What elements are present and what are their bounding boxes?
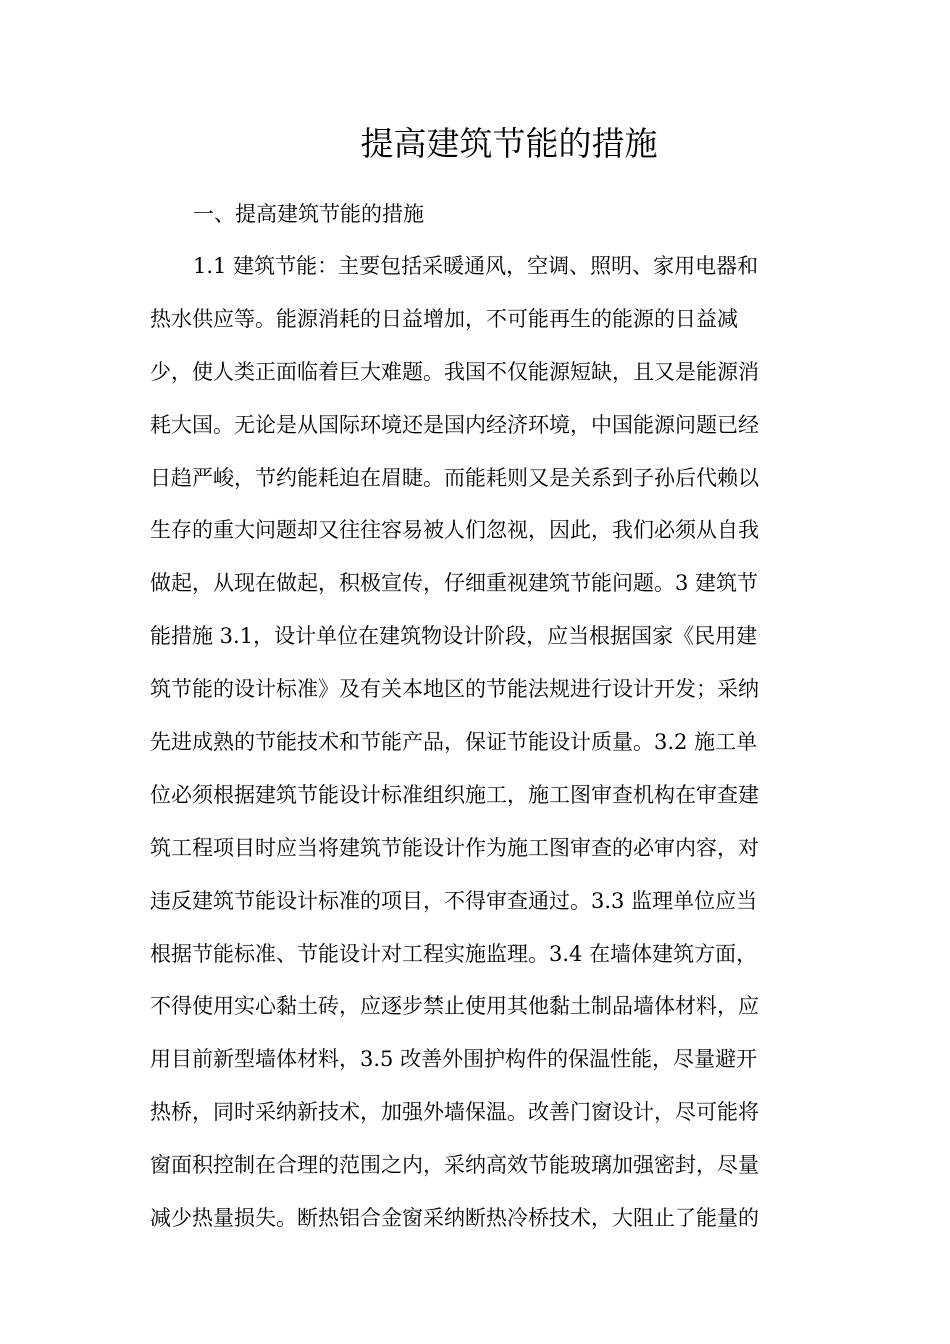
paragraph-line: 根据节能标准、节能设计对工程实施监理。3.4 在墙体建筑方面， [150,941,758,966]
paragraph-line: 耗大国。无论是从国际环境还是国内经济环境，中国能源问题已经 [150,412,759,437]
paragraph-line: 减少热量损失。断热铝合金窗采纳断热冷桥技术，大阻止了能量的 [150,1206,759,1231]
paragraph-line: 热水供应等。能源消耗的日益增加，不可能再生的能源的日益减 [150,306,738,331]
paragraph-line: 热桥，同时采纳新技术，加强外墙保温。改善门窗设计，尽可能将 [150,1100,759,1125]
body-paragraph [150,250,800,1255]
paragraph-line: 违反建筑节能设计标准的项目，不得审查通过。3.3 监理单位应当 [150,888,758,913]
paragraph-line: 用目前新型墙体材料，3.5 改善外围护构件的保温性能，尽量避开 [150,1047,758,1072]
paragraph-line: 不得使用实心黏土砖，应逐步禁止使用其他黏土制品墙体材料，应 [150,994,759,1019]
paragraph-line: 筑节能的设计标准》及有关本地区的节能法规进行设计开发；采纳 [150,677,759,702]
paragraph-line: 1.1 建筑节能：主要包括采暖通风，空调、照明、家用电器和 [193,254,759,278]
paragraph-line: 少，使人类正面临着巨大难题。我国不仅能源短缺，且又是能源消 [150,359,759,384]
paragraph-line: 生存的重大问题却又往往容易被人们忽视，因此，我们必须从自我 [150,518,759,543]
document-title: 提高建筑节能的措施 [360,124,658,163]
paragraph-line: 位必须根据建筑节能设计标准组织施工，施工图审查机构在审查建 [150,782,759,807]
paragraph-line: 窗面积控制在合理的范围之内，采纳高效节能玻璃加强密封，尽量 [150,1153,759,1178]
paragraph-line: 能措施 3.1，设计单位在建筑物设计阶段，应当根据国家《民用建 [150,624,758,649]
paragraph-line: 筑工程项目时应当将建筑节能设计作为施工图审查的必审内容，对 [150,835,759,860]
paragraph-line: 日趋严峻，节约能耗迫在眉睫。而能耗则又是关系到子孙后代赖以 [150,465,759,490]
paragraph-line: 做起，从现在做起，积极宣传，仔细重视建筑节能问题。3 建筑节 [150,571,759,596]
paragraph-line: 先进成熟的节能技术和节能产品，保证节能设计质量。3.2 施工单 [150,730,758,755]
section-heading: 一、提高建筑节能的措施 [193,202,424,226]
